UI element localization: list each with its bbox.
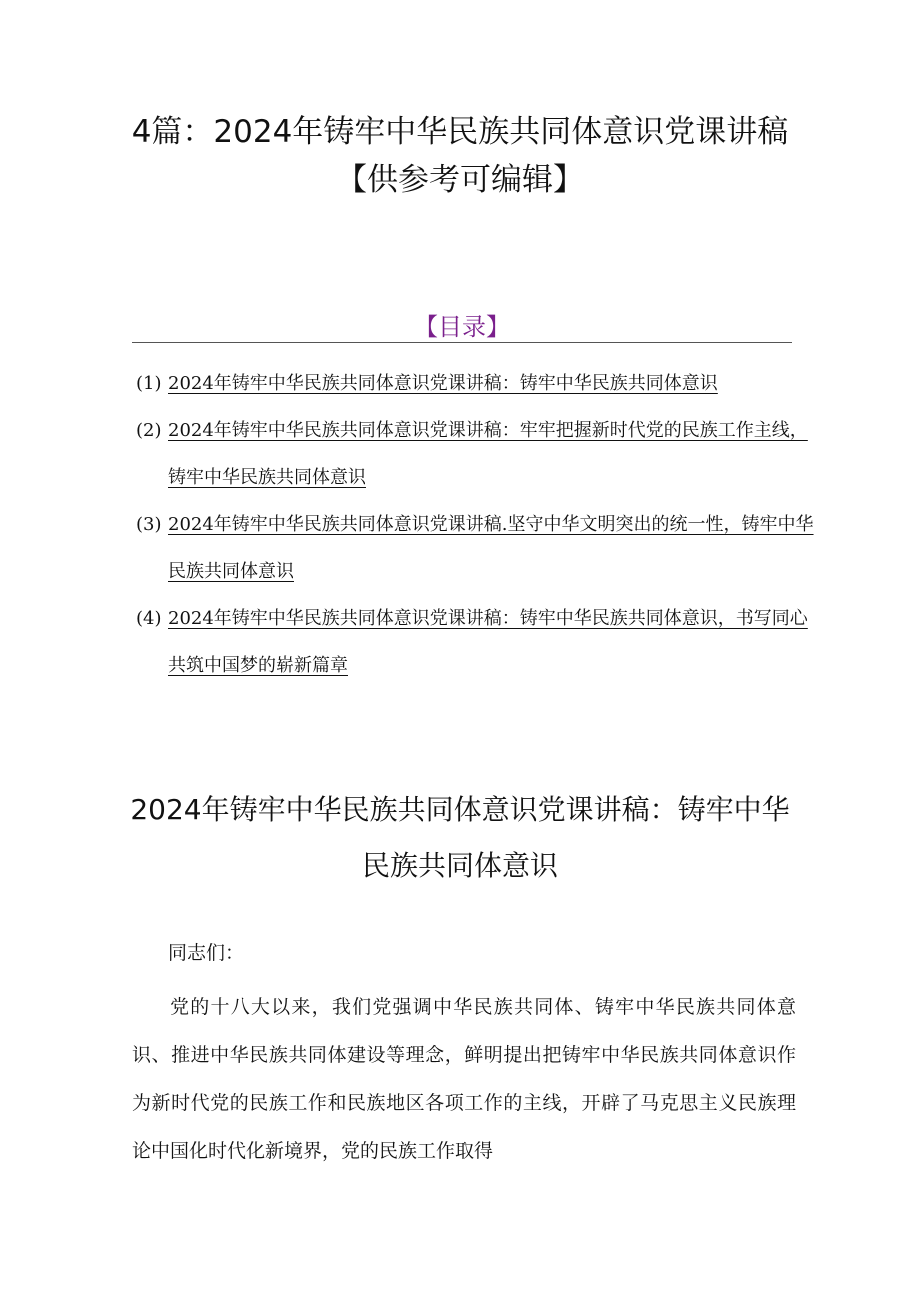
toc-heading: 【目录】 [414, 313, 510, 341]
toc-item-number: (1) [136, 373, 162, 394]
toc-divider [132, 342, 792, 343]
toc-item-1 [136, 360, 816, 407]
toc-item-number: (2) [136, 420, 162, 441]
toc-item-number: (3) [136, 514, 162, 535]
toc-link-2[interactable]: 2024年铸牢中华民族共同体意识党课讲稿：牢牢把握新时代党的民族工作主线，铸牢中华民族共同体意识 [168, 420, 808, 488]
document-title: 4篇：2024年铸牢中华民族共同体意识党课讲稿【供参考可编辑】 [131, 114, 789, 198]
toc-link-1[interactable]: 2024年铸牢中华民族共同体意识党课讲稿：铸牢中华民族共同体意识 [168, 373, 718, 394]
body-paragraph: 党的十八大以来，我们党强调中华民族共同体、铸牢中华民族共同体意识、推进中华民族共同体建设等理念，鲜明提出把铸牢中华民族共同体意识作为新时代党的民族工作和民族地区各项工作的主线，开辟了马克思主义民族理论中国化时代化新境界，党的民族工作取得 [132, 996, 796, 1162]
toc-item-3 [136, 501, 816, 595]
toc-item-number: (4) [136, 608, 162, 629]
toc-item-2 [136, 407, 816, 501]
toc-list [136, 360, 816, 689]
toc-link-3[interactable]: 2024年铸牢中华民族共同体意识党课讲稿.坚守中华文明突出的统一性，铸牢中华民族共同体意识 [168, 514, 814, 582]
salutation: 同志们： [168, 942, 245, 964]
toc-item-4 [136, 595, 816, 689]
toc-link-4[interactable]: 2024年铸牢中华民族共同体意识党课讲稿：铸牢中华民族共同体意识，书写同心共筑中国梦的崭新篇章 [168, 608, 808, 676]
section-title: 2024年铸牢中华民族共同体意识党课讲稿：铸牢中华民族共同体意识 [130, 793, 790, 882]
